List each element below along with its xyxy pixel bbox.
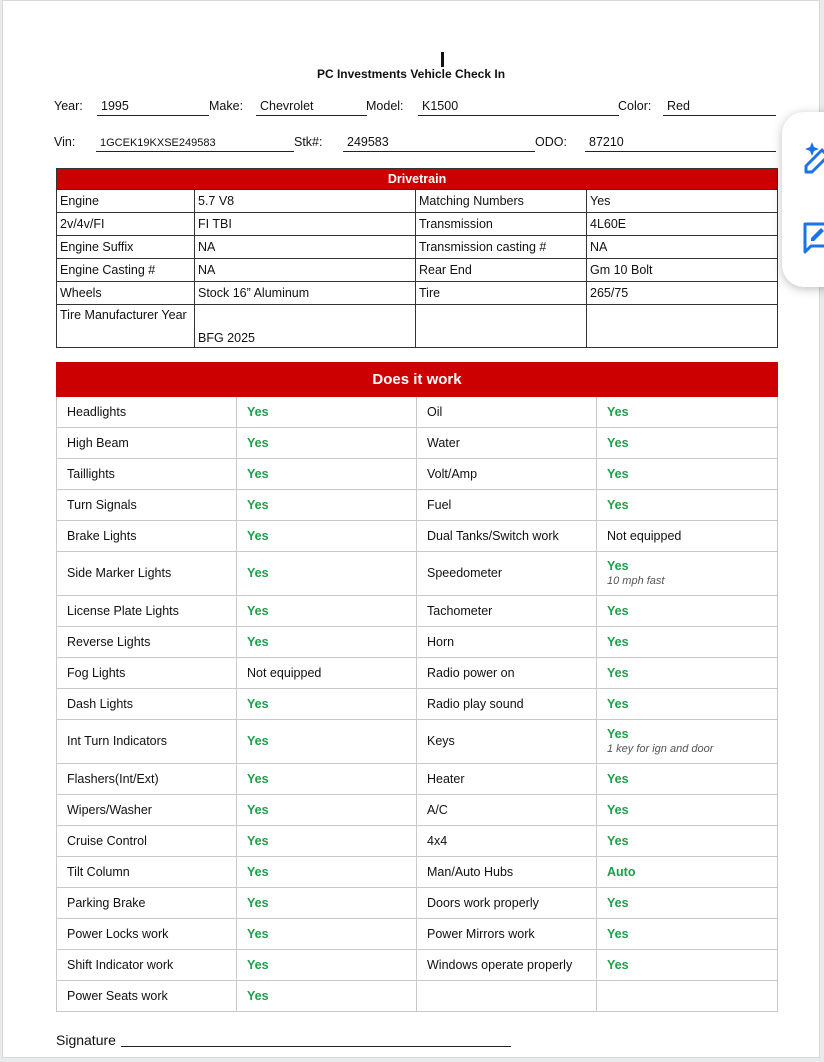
drivetrain-value[interactable]: 4L60E <box>587 213 778 236</box>
drivetrain-table <box>56 168 778 348</box>
item-label <box>417 658 597 689</box>
item-status[interactable] <box>237 950 417 981</box>
odo-field[interactable]: 87210 <box>585 135 776 152</box>
item-status-text: Yes <box>607 665 629 680</box>
item-status-text: Yes <box>247 634 269 649</box>
item-status[interactable] <box>237 826 417 857</box>
page-title: PC Investments Vehicle Check In <box>316 67 506 81</box>
item-status[interactable] <box>237 627 417 658</box>
item-label <box>417 596 597 627</box>
drivetrain-value[interactable]: 265/75 <box>587 282 778 305</box>
ai-sparkle-edit-icon[interactable] <box>802 140 824 181</box>
item-status-text: Yes <box>607 833 629 848</box>
drivetrain-value[interactable]: NA <box>195 259 416 282</box>
item-status[interactable] <box>597 658 778 689</box>
item-label-text: Oil <box>427 404 443 419</box>
table-row <box>57 857 778 888</box>
item-label <box>417 826 597 857</box>
item-status-text: Yes <box>247 864 269 879</box>
item-label-text: High Beam <box>67 435 129 450</box>
item-label <box>57 981 237 1012</box>
item-label-text: Turn Signals <box>67 497 137 512</box>
item-label-text: Int Turn Indicators <box>67 734 168 748</box>
item-status-text: Yes <box>247 528 269 543</box>
item-label <box>417 888 597 919</box>
table-row <box>57 459 778 490</box>
item-label-text: Headlights <box>67 404 127 419</box>
drivetrain-label <box>416 305 587 348</box>
drivetrain-label: 2v/4v/FI <box>57 213 195 236</box>
vin-field[interactable]: 1GCEK19KXSE249583 <box>96 135 294 152</box>
item-status[interactable] <box>597 459 778 490</box>
drivetrain-value[interactable]: BFG 2025 <box>195 305 416 348</box>
item-status[interactable] <box>597 689 778 720</box>
item-status[interactable] <box>237 658 417 689</box>
item-status[interactable] <box>597 552 778 596</box>
item-label <box>57 826 237 857</box>
item-label <box>417 521 597 552</box>
table-row <box>57 764 778 795</box>
item-label-text: Tachometer <box>427 603 493 618</box>
item-status-text: Not equipped <box>607 528 682 543</box>
year-field[interactable]: 1995 <box>97 99 209 116</box>
item-label-text: Tilt Column <box>67 864 130 879</box>
item-label-text: Side Marker Lights <box>67 566 172 580</box>
item-label-text: 4x4 <box>427 833 448 848</box>
drivetrain-value[interactable] <box>587 305 778 348</box>
drivetrain-value[interactable]: Gm 10 Bolt <box>587 259 778 282</box>
item-status-text: Yes <box>607 771 629 786</box>
drivetrain-label: Matching Numbers <box>416 190 587 213</box>
drivetrain-row <box>57 282 778 305</box>
item-status-text: Yes <box>607 497 629 512</box>
stk-field[interactable]: 249583 <box>343 135 535 152</box>
item-label-text: Doors work properly <box>427 895 539 910</box>
item-status-text: Yes <box>607 435 629 450</box>
item-status-text: Yes <box>607 603 629 618</box>
item-label <box>417 428 597 459</box>
item-status[interactable] <box>597 888 778 919</box>
document-page <box>2 0 820 1058</box>
item-status[interactable] <box>237 490 417 521</box>
table-row <box>57 981 778 1012</box>
item-label <box>417 764 597 795</box>
item-status-text: Yes <box>247 466 269 481</box>
item-label-text: A/C <box>427 802 448 817</box>
item-label <box>57 950 237 981</box>
item-label <box>417 459 597 490</box>
table-row <box>57 552 778 596</box>
odo-label: ODO: <box>535 135 567 149</box>
item-label-text: Fog Lights <box>67 665 126 680</box>
item-status-text: Yes <box>247 404 269 419</box>
make-field[interactable]: Chevrolet <box>256 99 367 116</box>
item-status[interactable] <box>597 826 778 857</box>
item-status[interactable] <box>237 596 417 627</box>
item-note: 1 key for ign and door <box>607 742 714 755</box>
item-status-text: Yes <box>247 734 269 748</box>
model-field[interactable]: K1500 <box>418 99 619 116</box>
item-label <box>57 689 237 720</box>
signature-line[interactable] <box>121 1046 511 1047</box>
drivetrain-label: Rear End <box>416 259 587 282</box>
item-label-text: Dual Tanks/Switch work <box>427 528 559 543</box>
drivetrain-row <box>57 236 778 259</box>
drivetrain-value[interactable]: Stock 16” Aluminum <box>195 282 416 305</box>
item-status-text: Not equipped <box>247 665 322 680</box>
item-status[interactable] <box>597 490 778 521</box>
drivetrain-label: Transmission casting # <box>416 236 587 259</box>
table-row <box>57 919 778 950</box>
make-label: Make: <box>209 99 244 113</box>
item-label <box>57 857 237 888</box>
item-status-text: Yes <box>607 726 629 741</box>
item-label-text: Power Mirrors work <box>427 926 535 941</box>
item-label-text: Water <box>427 435 460 450</box>
item-label <box>57 627 237 658</box>
item-status[interactable] <box>597 857 778 888</box>
item-label-text: Shift Indicator work <box>67 957 174 972</box>
comment-edit-icon[interactable] <box>802 220 824 261</box>
drivetrain-value[interactable]: 5.7 V8 <box>195 190 416 213</box>
item-label <box>57 795 237 826</box>
item-status-text: Yes <box>607 802 629 817</box>
item-status-text: Yes <box>607 696 629 711</box>
item-status[interactable] <box>237 397 417 428</box>
table-row <box>57 596 778 627</box>
drivetrain-label: Wheels <box>57 282 195 305</box>
item-status[interactable] <box>237 919 417 950</box>
item-label <box>417 689 597 720</box>
table-row <box>57 490 778 521</box>
drivetrain-row <box>57 213 778 236</box>
item-label-text: Reverse Lights <box>67 634 151 649</box>
item-label <box>417 397 597 428</box>
drivetrain-value[interactable]: NA <box>195 236 416 259</box>
item-status[interactable] <box>597 720 778 764</box>
item-status-text: Yes <box>247 435 269 450</box>
table-row <box>57 521 778 552</box>
table-row <box>57 627 778 658</box>
item-label <box>57 552 237 596</box>
item-label <box>417 950 597 981</box>
stk-label: Stk#: <box>294 135 323 149</box>
item-label-text: Dash Lights <box>67 696 134 711</box>
item-status[interactable] <box>237 521 417 552</box>
item-status-text: Yes <box>247 833 269 848</box>
item-status[interactable] <box>597 627 778 658</box>
item-label <box>57 459 237 490</box>
item-status[interactable] <box>237 428 417 459</box>
item-status[interactable] <box>237 689 417 720</box>
drivetrain-value[interactable]: NA <box>587 236 778 259</box>
drivetrain-header: Drivetrain <box>57 169 778 190</box>
item-status-text: Yes <box>607 558 629 573</box>
item-status[interactable] <box>237 795 417 826</box>
item-status[interactable] <box>597 521 778 552</box>
item-status-text: Yes <box>607 404 629 419</box>
item-label <box>417 552 597 596</box>
does-it-work-body <box>57 397 778 1012</box>
item-label-text: Radio play sound <box>427 696 524 711</box>
item-status[interactable] <box>597 397 778 428</box>
item-label-text: Windows operate properly <box>427 957 573 972</box>
item-label-text: Flashers(Int/Ext) <box>67 771 159 786</box>
item-label <box>417 919 597 950</box>
item-status-text: Yes <box>247 802 269 817</box>
table-row <box>57 950 778 981</box>
item-label <box>417 490 597 521</box>
item-label <box>57 658 237 689</box>
item-label-text: Speedometer <box>427 566 503 580</box>
drivetrain-label: Engine Suffix <box>57 236 195 259</box>
item-status[interactable] <box>597 428 778 459</box>
item-status[interactable] <box>237 764 417 795</box>
item-label <box>57 397 237 428</box>
signature-label: Signature <box>56 1032 116 1048</box>
item-status-text: Yes <box>247 603 269 618</box>
item-status[interactable] <box>597 950 778 981</box>
item-status[interactable] <box>237 552 417 596</box>
item-status-text: Yes <box>247 771 269 786</box>
side-panel <box>782 112 824 287</box>
item-status[interactable] <box>597 919 778 950</box>
vin-label: Vin: <box>54 135 76 149</box>
table-row <box>57 795 778 826</box>
item-label <box>57 764 237 795</box>
item-label <box>417 720 597 764</box>
drivetrain-row <box>57 190 778 213</box>
item-label-text: License Plate Lights <box>67 603 179 618</box>
item-status[interactable] <box>237 888 417 919</box>
drivetrain-row <box>57 305 778 348</box>
table-row <box>57 658 778 689</box>
item-label <box>57 720 237 764</box>
does-it-work-header: Does it work <box>57 363 778 397</box>
item-status[interactable] <box>597 795 778 826</box>
item-status[interactable] <box>597 981 778 1012</box>
item-label-text: Heater <box>427 771 465 786</box>
item-status-text: Yes <box>247 957 269 972</box>
item-status-text: Yes <box>607 957 629 972</box>
item-status-text: Yes <box>607 466 629 481</box>
drivetrain-row <box>57 259 778 282</box>
item-status-text: Yes <box>247 696 269 711</box>
item-label-text: Horn <box>427 634 455 649</box>
item-label <box>417 857 597 888</box>
item-label-text: Taillights <box>67 466 115 481</box>
item-label <box>417 795 597 826</box>
item-label <box>57 521 237 552</box>
item-label-text: Power Seats work <box>67 988 168 1003</box>
item-status-text: Auto <box>607 864 636 879</box>
item-label-text: Man/Auto Hubs <box>427 864 514 879</box>
item-status-text: Yes <box>247 566 269 580</box>
table-row <box>57 888 778 919</box>
item-label-text: Brake Lights <box>67 528 137 543</box>
item-status-text: Yes <box>607 926 629 941</box>
table-row <box>57 689 778 720</box>
item-status-text: Yes <box>247 497 269 512</box>
item-status[interactable] <box>597 596 778 627</box>
drivetrain-label: Tire <box>416 282 587 305</box>
item-status[interactable] <box>597 764 778 795</box>
item-label-text: Radio power on <box>427 665 515 680</box>
item-status[interactable] <box>237 981 417 1012</box>
item-status[interactable] <box>237 720 417 764</box>
does-it-work-table <box>56 362 778 1012</box>
item-label <box>417 627 597 658</box>
item-label-text: Keys <box>427 734 455 748</box>
drivetrain-label: Tire Manufacturer Year <box>57 305 195 348</box>
year-label: Year: <box>54 99 83 113</box>
item-label <box>57 888 237 919</box>
model-label: Model: <box>366 99 404 113</box>
item-status-text: Yes <box>247 926 269 941</box>
drivetrain-label: Engine Casting # <box>57 259 195 282</box>
table-row <box>57 720 778 764</box>
item-status[interactable] <box>237 857 417 888</box>
drivetrain-value[interactable]: FI TBI <box>195 213 416 236</box>
item-label-text: Parking Brake <box>67 895 146 910</box>
drivetrain-value[interactable]: Yes <box>587 190 778 213</box>
item-status-text: Yes <box>607 634 629 649</box>
item-status-text: Yes <box>607 895 629 910</box>
item-label-text: Cruise Control <box>67 833 147 848</box>
item-label-text: Fuel <box>427 497 452 512</box>
item-note: 10 mph fast <box>607 574 665 587</box>
item-status-text: Yes <box>247 988 269 1003</box>
table-row <box>57 397 778 428</box>
item-label <box>57 919 237 950</box>
item-label <box>57 490 237 521</box>
color-label: Color: <box>618 99 652 113</box>
table-row <box>57 428 778 459</box>
color-field[interactable]: Red <box>663 99 776 116</box>
drivetrain-label: Engine <box>57 190 195 213</box>
item-label-text: Power Locks work <box>67 926 169 941</box>
item-label <box>417 981 597 1012</box>
item-label <box>57 428 237 459</box>
item-label <box>57 596 237 627</box>
table-row <box>57 826 778 857</box>
item-label-text: Volt/Amp <box>427 466 478 481</box>
item-label-text: Wipers/Washer <box>67 802 152 817</box>
item-status-text: Yes <box>247 895 269 910</box>
drivetrain-label: Transmission <box>416 213 587 236</box>
text-cursor <box>441 52 444 67</box>
item-status[interactable] <box>237 459 417 490</box>
